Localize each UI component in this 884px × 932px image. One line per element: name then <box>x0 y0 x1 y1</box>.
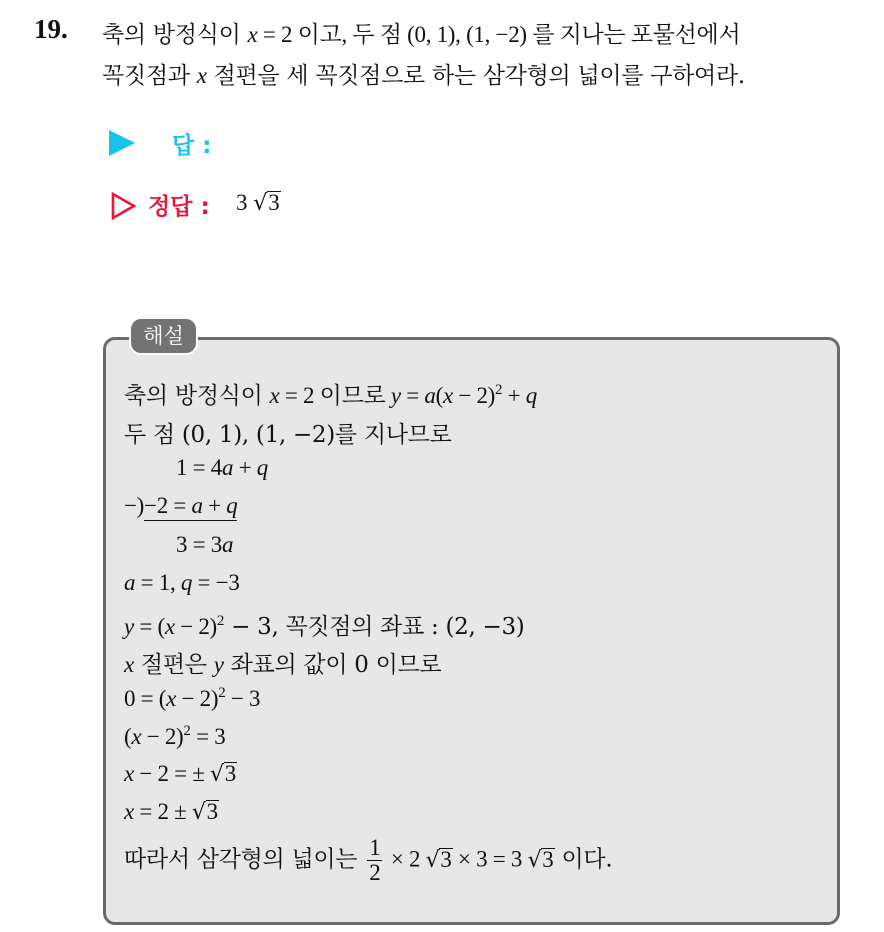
math-variable: a <box>191 493 203 518</box>
math-variable: a <box>221 532 234 557</box>
radical-sign: √ <box>425 847 440 873</box>
text-segment: 0 = ( <box>124 686 167 711</box>
explanation-line-6 <box>124 570 240 596</box>
fraction <box>367 836 382 885</box>
math-variable: x <box>442 383 453 408</box>
math-variable: x <box>166 686 177 711</box>
correct-answer-value <box>236 190 281 216</box>
math-variable: x <box>164 614 175 639</box>
exponent: 2 <box>216 613 225 629</box>
text-segment: −2 = <box>144 493 192 518</box>
text-segment: 축의 방정식이 <box>124 383 270 409</box>
math-variable: q <box>226 493 238 518</box>
explanation-line-9 <box>124 685 260 712</box>
text-segment: 좌표의 값이 0 이므로 <box>223 652 442 678</box>
question-text-line-2 <box>102 57 745 90</box>
explanation-line-7 <box>124 608 524 641</box>
fraction-denominator: 2 <box>369 860 381 885</box>
text-segment: + <box>202 493 227 518</box>
math-variable: x <box>124 761 134 786</box>
question-text-segment: 꼭짓점과 <box>102 63 197 89</box>
question-text-segment: = 2 이고, 두 점 (0, 1), (1, −2) 를 지나는 포물선에서 <box>257 22 741 47</box>
question-text-line-1 <box>102 16 740 49</box>
radicand: 3 <box>268 190 280 215</box>
math-variable: x <box>269 383 280 408</box>
exponent: 2 <box>495 382 503 398</box>
subtraction-marker: −) <box>124 493 145 518</box>
radical-sign: √ <box>210 762 224 787</box>
text-segment: = 2 이므로 <box>279 383 391 408</box>
correct-answer-arrow-icon <box>111 192 137 220</box>
math-variable: y <box>213 652 224 677</box>
text-segment: = −3 <box>192 570 240 595</box>
exponent: 2 <box>183 723 191 739</box>
explanation-line-11 <box>124 761 237 787</box>
answer-coefficient: 3 <box>236 190 254 215</box>
text-segment: 이다. <box>554 846 613 873</box>
exponent: 2 <box>218 685 226 701</box>
explanation-line-4 <box>124 493 237 519</box>
text-segment: = 2 ± <box>133 799 192 824</box>
text-segment: − 3 <box>225 686 261 711</box>
question-text-segment: 절편을 세 꼭짓점으로 하는 삼각형의 넓이를 구하여라. <box>206 63 745 89</box>
text-segment: = <box>400 383 425 408</box>
sqrt-expression <box>253 190 281 216</box>
text-segment: 1 = 4 <box>176 455 222 480</box>
fraction-numerator: 1 <box>369 835 381 860</box>
answer-arrow-icon <box>109 130 135 156</box>
radicand: 3 <box>440 846 452 872</box>
math-variable: y <box>390 383 401 408</box>
math-variable: x <box>131 724 142 749</box>
radicand: 3 <box>206 799 218 824</box>
math-variable: x <box>124 652 134 677</box>
text-segment: ( <box>124 724 132 749</box>
text-segment: − 2) <box>176 686 219 711</box>
question-number: 19. <box>34 14 68 44</box>
text-segment: − 3, 꼭짓점의 좌표 : (2, −3) <box>224 614 525 640</box>
math-variable: q <box>256 455 268 480</box>
text-segment: + <box>233 455 257 480</box>
sqrt-expression <box>528 847 555 873</box>
text-segment: − 2) <box>174 614 217 639</box>
correct-answer-label: 정답 : <box>148 194 210 220</box>
question-text-segment: 축의 방정식이 <box>102 22 248 48</box>
math-variable: y <box>124 614 134 639</box>
text-segment: = ( <box>133 614 165 639</box>
text-segment: 따라서 삼각형의 넓이는 <box>124 846 365 873</box>
explanation-line-2: 두 점 (0, 1), (1, −2)를 지나므로 <box>124 422 452 448</box>
sqrt-expression <box>210 761 237 787</box>
radicand: 3 <box>542 846 554 872</box>
explanation-line-3 <box>176 455 268 481</box>
explanation-line-12 <box>124 799 219 825</box>
text-segment: − 2) <box>452 383 496 408</box>
math-variable: x <box>247 22 258 47</box>
text-segment: − 2 = ± <box>133 761 211 786</box>
math-variable: x <box>124 799 134 824</box>
math-variable: a <box>221 455 234 480</box>
text-segment: − 2) <box>141 724 184 749</box>
text-segment: × 3 = 3 <box>452 846 528 872</box>
explanation-line-10 <box>124 723 225 750</box>
explanation-tag: 해설 <box>129 317 198 355</box>
radical-sign: √ <box>527 847 542 873</box>
text-segment: ( <box>435 383 443 408</box>
explanation-line-5 <box>176 532 233 558</box>
text-segment: = 1, <box>135 570 181 595</box>
sqrt-expression <box>426 847 453 873</box>
text-segment: 3 = 3 <box>176 532 222 557</box>
math-variable: x <box>196 63 207 88</box>
radical-sign: √ <box>191 800 206 825</box>
text-segment: × 2 <box>385 846 426 872</box>
explanation-line-8 <box>124 646 441 679</box>
text-segment: 절편은 <box>133 652 214 678</box>
math-variable: q <box>525 383 537 408</box>
explanation-line-1 <box>124 377 537 410</box>
answer-label: 답 : <box>172 133 212 159</box>
radical-sign: √ <box>253 191 268 216</box>
text-segment: + <box>502 383 526 408</box>
underlined-equation <box>144 493 237 521</box>
radicand: 3 <box>224 761 236 786</box>
sqrt-expression <box>192 799 219 825</box>
math-variable: q <box>180 570 193 595</box>
explanation-line-13 <box>124 836 612 885</box>
text-segment: = 3 <box>190 724 226 749</box>
math-variable: a <box>424 383 436 408</box>
math-variable: a <box>124 570 136 595</box>
